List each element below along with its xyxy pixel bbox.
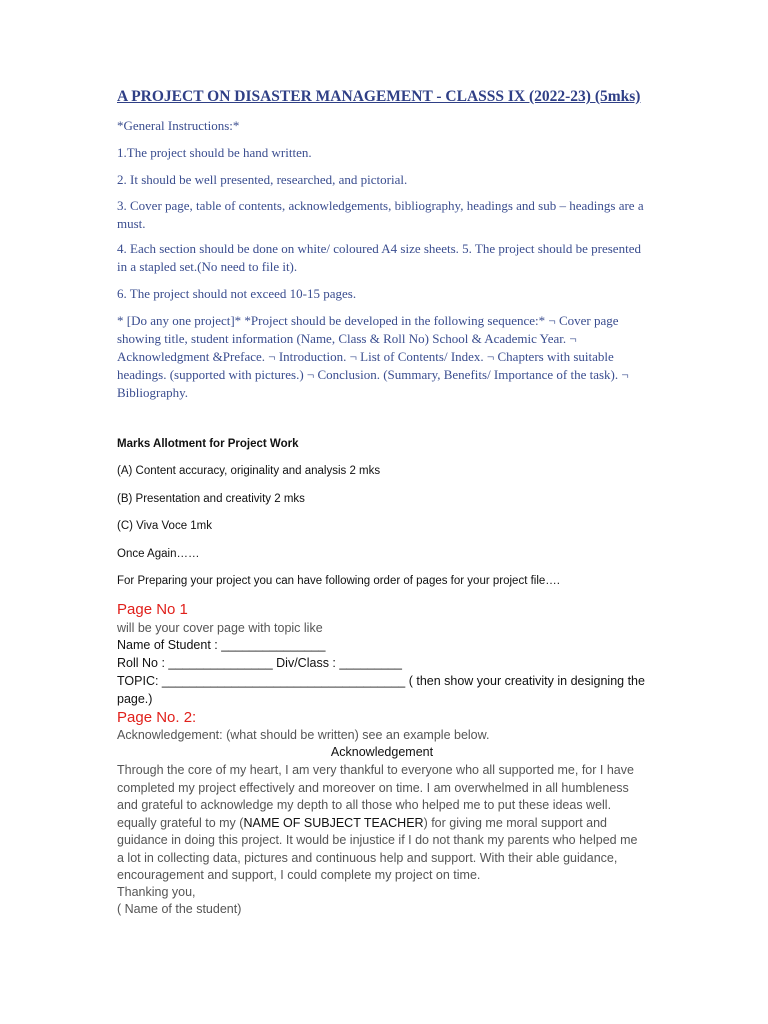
instruction-3: 3. Cover page, table of contents, acknowledgements, bibliography, headings and sub – headings are a must.	[117, 198, 644, 231]
page1-line-cover: will be your cover page with topic like	[117, 621, 323, 635]
ack-title: Acknowledgement	[330, 745, 434, 759]
page2-heading: Page No. 2:	[117, 709, 197, 726]
instruction-4: 4. Each section should be done on white/ coloured A4 size sheets. 5. The project should be presented in a stapled set.(No need to file it).	[117, 241, 641, 274]
page1-heading: Page No 1	[117, 601, 188, 618]
marks-heading: Marks Allotment for Project Work	[117, 438, 299, 450]
marks-item-c: (C) Viva Voce 1mk	[117, 520, 213, 532]
order-note: For Preparing your project you can have following order of pages for your project file….	[117, 575, 560, 587]
once-again-text: Once Again……	[117, 548, 200, 560]
document-title: A PROJECT ON DISASTER MANAGEMENT - CLASSS IX (2022-23) (5mks)	[117, 88, 641, 105]
page2-intro: Acknowledgement: (what should be written) see an example below.	[117, 728, 490, 742]
ack-body: Through the core of my heart, I am very thankful to everyone who all supported me, for I have completed my project effectively and moreover on time. I am overwhelmed in all humbleness and grateful to acknowledge my depth to all those who helped me to put these ideas well. equally grateful to my (NAME OF SUBJECT TEACHER) for giving me moral support and guidance in doing this project. It would be injustice if I do not thank my parents who helped me a lot in collecting data, pictures and continuous help and support. With their able guidance, encouragement and support, I could complete my project on time.	[117, 763, 638, 882]
page1-name-line: Name of Student : _______________	[117, 638, 326, 652]
general-instructions-heading: *General Instructions:*	[117, 118, 240, 133]
instruction-6: 6. The project should not exceed 10-15 pages.	[117, 286, 357, 301]
page1-topic-line: TOPIC: ___________________________________ ( then show your creativity in designing the page.)	[117, 674, 645, 706]
student-name-line: ( Name of the student)	[117, 902, 242, 916]
subject-teacher-placeholder: NAME OF SUBJECT TEACHER	[243, 815, 424, 830]
page1-roll-line: Roll No : _______________ Div/Class : _________	[117, 656, 402, 670]
instruction-2: 2. It should be well presented, researched, and pictorial.	[117, 172, 408, 187]
instruction-1: 1.The project should be hand written.	[117, 145, 312, 160]
instruction-sequence: * [Do any one project]* *Project should be developed in the following sequence:* ¬ Cover page showing title, student information (Name, Class & Roll No) School & Academic Year. ¬ Acknowledgment &Preface. ¬ Introduction. ¬ List of Contents/ Index. ¬ Chapters with suitable headings. (supported with pictures.) ¬ Conclusion. (Summary, Benefits/ Importance of the task). ¬ Bibliography.	[117, 313, 629, 400]
thanking-text: Thanking you,	[117, 885, 196, 899]
marks-item-b: (B) Presentation and creativity 2 mks	[117, 493, 305, 505]
marks-item-a: (A) Content accuracy, originality and analysis 2 mks	[117, 465, 381, 477]
